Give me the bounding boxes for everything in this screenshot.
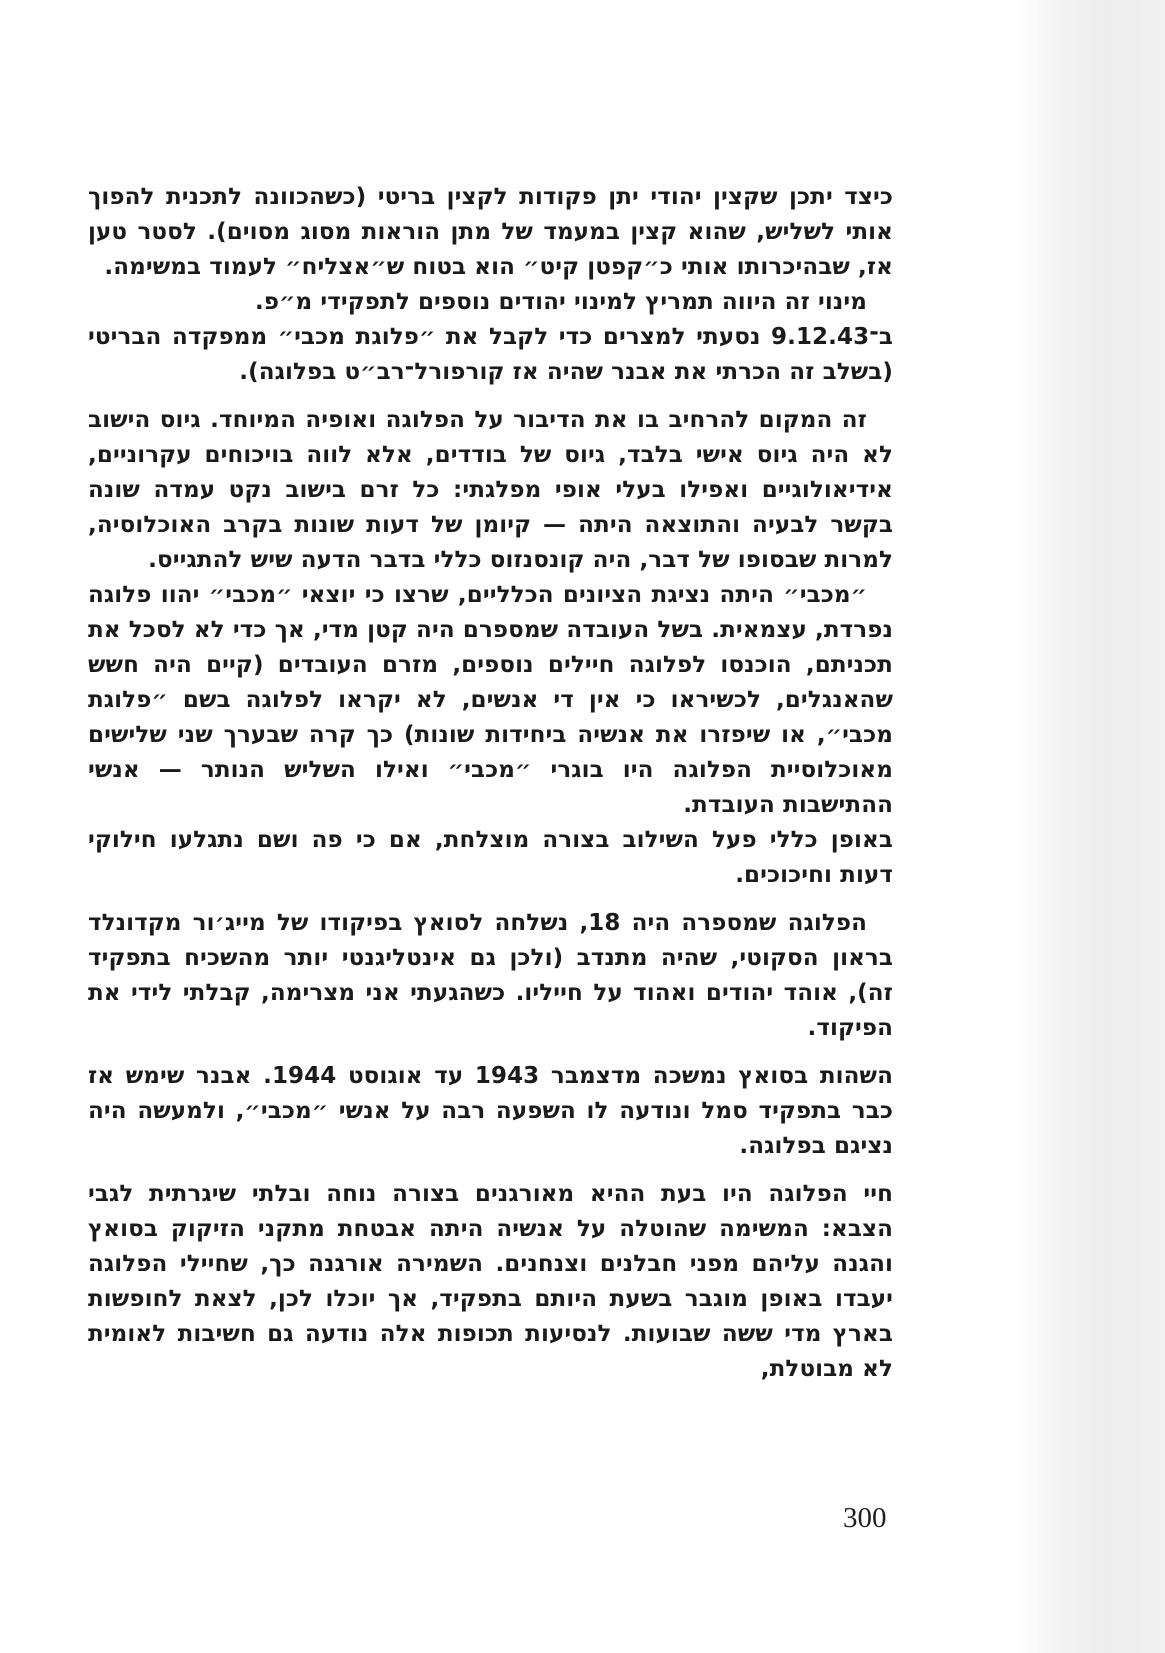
paragraph-4: זה המקום להרחיב בו את הדיבור על הפלוגה ואופיה המיוחד. גיוס הישוב לא היה גיוס אישי בלבד, גיוס של בודדים, אלא לווה בויכוחים עקרוניים, אידיאולוגיים ואפילו בעלי אופי מפלגתי: כל זרם בישוב נקט עמדה שונה בקשר לבעיה והתוצאה היתה — קיומן של דעות שונות בקרב האוכלוסיה, למרות שבסופו של דבר, היה קונסנזוס כללי בדבר הדעה שיש להתגייס. — [88, 407, 893, 573]
body-text — [88, 180, 893, 1387]
paragraph-9: חיי הפלוגה היו בעת ההיא מאורגנים בצורה נוחה ובלתי שיגרתית לגבי הצבא: המשימה שהוטלה על אנשיה היתה אבטחת מתקני הזיקוק בסואץ והגנה עליהם מפני חבלנים וצנחנים. השמירה אורגנה כך, שחיילי הפלוגה יעבדו באופן מוגבר בשעת היותם בתפקיד, אך יוכלו לכן, לצאת לחופשות בארץ מדי ששה שבועות. לנסיעות תכופות אלה נודעה גם חשיבות לאומית לא מבוטלת, — [88, 1181, 893, 1382]
paragraph-3: ב־9.12.43 נסעתי למצרים כדי לקבל את ״פלוגת מכבי״ ממפקדה הבריטי (בשלב זה הכרתי את אבנר שהיה אז קורפורל־רב״ט בפלוגה). — [88, 324, 893, 385]
paragraph-7: הפלוגה שמספרה היה 18, נשלחה לסואץ בפיקודו של מייג׳ור מקדונלד בראון הסקוטי, שהיה מתנדב (ולכן גם אינטליגנטי יותר מהשכיח בתפקיד זה), אוהד יהודים ואהוד על חייליו. כשהגעתי אני מצרימה, קבלתי לידי את הפיקוד. — [88, 910, 893, 1041]
paragraph-8: השהות בסואץ נמשכה מדצמבר 1943 עד אוגוסט 1944. אבנר שימש אז כבר בתפקיד סמל ונודעה לו השפעה רבה על אנשי ״מכבי״, ולמעשה היה נציגם בפלוגה. — [88, 1063, 893, 1159]
page-number: 300 — [843, 1502, 887, 1534]
paragraph-1: כיצד יתכן שקצין יהודי יתן פקודות לקצין בריטי (כשהכוונה לתכנית להפוך אותי לשליש, שהוא קצין במעמד של מתן הוראות מסוג מסוים). לסטר טען אז, שבהיכרותו אותי כ״קפטן קיט״ הוא בטוח ש״אצליח״ לעמוד במשימה. — [88, 184, 893, 280]
paragraph-6: באופן כללי פעל השילוב בצורה מוצלחת, אם כי פה ושם נתגלעו חילוקי דעות וחיכוכים. — [88, 827, 893, 888]
paragraph-5: ״מכבי״ היתה נציגת הציונים הכלליים, שרצו כי יוצאי ״מכבי״ יהוו פלוגה נפרדת, עצמאית. בשל העובדה שמספרם היה קטן מדי, אך כדי לא לסכל את תכניתם, הוכנסו לפלוגה חיילים נוספים, מזרם העובדים (קיים היה חשש שהאנגלים, לכשיראו כי אין די אנשים, לא יקראו לפלוגה בשם ״פלוגת מכבי״, או שיפזרו את אנשיה ביחידות שונות) כך קרה שבערך שני שלישים מאוכלוסיית הפלוגה היו בוגרי ״מכבי״ ואילו השליש הנותר — אנשי ההתישבות העובדת. — [88, 582, 893, 818]
paragraph-2: מינוי זה היווה תמריץ למינוי יהודים נוספים לתפקידי מ״פ. — [255, 289, 867, 315]
binding-shadow — [1018, 0, 1165, 1653]
